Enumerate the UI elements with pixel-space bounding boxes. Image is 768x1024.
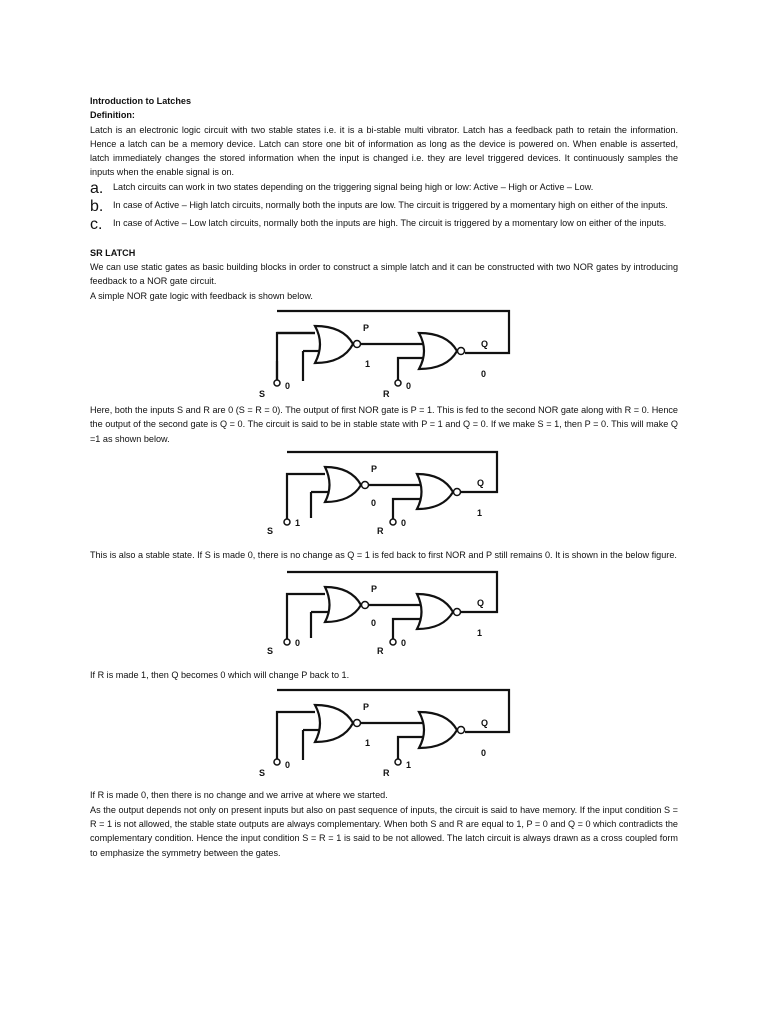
value-q: 0 [481, 368, 487, 379]
value-p: 0 [371, 618, 377, 629]
list-text: In case of Active – High latch circuits, normally both the inputs are low. The circuit is triggered by a momentary high on either of the inputs. [113, 199, 668, 210]
inversion-bubble [454, 488, 461, 495]
label-q: Q [477, 598, 485, 609]
input-terminal-r [390, 519, 396, 525]
input-terminal-r [395, 380, 401, 386]
list-text: In case of Active – Low latch circuits, normally both the inputs are high. The circuit is triggered by a momentary low on either of the inputs. [113, 217, 667, 228]
label-p: P [371, 463, 378, 474]
input-terminal-r [390, 639, 396, 645]
label-p: P [363, 322, 370, 333]
value-r: 0 [406, 380, 412, 391]
label-s: S [259, 768, 266, 779]
label-r: R [377, 525, 384, 536]
value-p: 1 [365, 358, 371, 369]
nor-gate-1 [315, 326, 353, 363]
inversion-bubble [354, 340, 361, 347]
nor-gate-1 [315, 705, 353, 742]
input-terminal-s [284, 639, 290, 645]
paragraph-4: If R is made 0, then there is no change and we arrive at where we started. [90, 790, 388, 801]
inversion-bubble [454, 609, 461, 616]
input-terminal-s [274, 380, 280, 386]
inversion-bubble [458, 727, 465, 734]
value-s: 0 [285, 380, 291, 391]
nor-gate-1 [325, 587, 361, 622]
input-terminal-s [284, 519, 290, 525]
paragraph-5: As the output depends not only on present inputs but also on past sequence of inputs, the circuit is said to have memory. If the input condition S = R = 1 is not allowed, the stable state outputs are always complementary. When both S and R are equal to 1, P = 0 and Q = 0 which contradicts the complementary condition. Hence the input condition S = R = 1 is said to be not allowed. The latch circuit is always drawn as a cross coupled form to emphasize the symmetry between the gates. [90, 804, 678, 858]
input-terminal-s [274, 759, 280, 765]
nor-gate-2 [419, 712, 457, 748]
value-p: 1 [365, 738, 371, 749]
label-q: Q [481, 718, 489, 729]
label-s: S [259, 388, 266, 399]
sr-intro-2: A simple NOR gate logic with feedback is shown below. [90, 290, 313, 301]
list-item [90, 198, 678, 216]
label-q: Q [481, 338, 489, 349]
list-item [90, 180, 678, 198]
inversion-bubble [354, 720, 361, 727]
sr-intro: We can use static gates as basic building blocks in order to construct a simple latch and it can be constructed with two NOR gates by introducing feedback to a NOR gate circuit. [90, 262, 678, 287]
nor-gate-2 [417, 474, 453, 509]
nor-gate-1 [325, 467, 361, 502]
list-marker: b. [90, 197, 104, 215]
nor-gate-2 [419, 333, 457, 369]
value-s: 1 [295, 517, 301, 528]
list-item [90, 216, 678, 234]
value-q: 0 [481, 748, 487, 759]
label-s: S [267, 646, 274, 657]
sr-latch-heading: SR LATCH [90, 247, 136, 258]
value-r: 0 [401, 638, 407, 649]
input-terminal-r [395, 759, 401, 765]
definition-label: Definition: [90, 110, 135, 121]
value-p: 0 [371, 497, 377, 508]
paragraph-3: If R is made 1, then Q becomes 0 which will change P back to 1. [90, 670, 350, 681]
nor-gate-2 [417, 594, 453, 629]
list-text: Latch circuits can work in two states depending on the triggering signal being high or low: Active – High or Active – Low. [113, 181, 594, 192]
sr-latch-figure-3 [90, 562, 678, 660]
sr-latch-figure-2 [90, 446, 678, 542]
paragraph-2: This is also a stable state. If S is made 0, there is no change as Q = 1 is fed back to first NOR and P still remains 0. It is shown in the below figure. [90, 549, 677, 560]
page-heading: Introduction to Latches [90, 96, 192, 106]
label-r: R [383, 388, 390, 399]
inversion-bubble [458, 347, 465, 354]
inversion-bubble [362, 602, 369, 609]
label-s: S [267, 525, 274, 536]
list-marker: a. [90, 179, 104, 197]
label-p: P [363, 702, 370, 713]
value-s: 0 [285, 760, 291, 771]
label-r: R [377, 646, 384, 657]
feedback-wire [277, 333, 315, 381]
value-s: 0 [295, 638, 301, 649]
value-r: 1 [406, 760, 412, 771]
label-q: Q [477, 477, 485, 488]
sr-latch-figure-1 [90, 303, 678, 403]
inversion-bubble [362, 481, 369, 488]
value-q: 1 [477, 507, 483, 518]
definition-text: Latch is an electronic logic circuit with two stable states i.e. it is a bi-stable multi vibrator. Latch has a feedback path to retain the information. Hence a latch can be a memory device. Latch can store one bit of information as long as the device is powered on. When enable is asserted, latch immediately changes the stored information when the input is changed i.e. they are level triggered devices. It continuously samples the inputs when the enable signal is on. [90, 124, 678, 178]
paragraph-1: Here, both the inputs S and R are 0 (S = R = 0). The output of first NOR gate is P = 1. This is fed to the second NOR gate along with R = 0. Hence the output of the second gate is Q = 0. The circuit is said to be in stable state with P = 1 and Q = 0. If we make S = 1, then P = 0. This will make Q =1 as shown below. [90, 404, 678, 444]
label-p: P [371, 584, 378, 595]
sr-latch-figure-4 [90, 682, 678, 782]
label-r: R [383, 768, 390, 779]
value-r: 0 [401, 517, 407, 528]
document-page [90, 94, 678, 860]
list-marker: c. [90, 215, 103, 233]
value-q: 1 [477, 628, 483, 639]
